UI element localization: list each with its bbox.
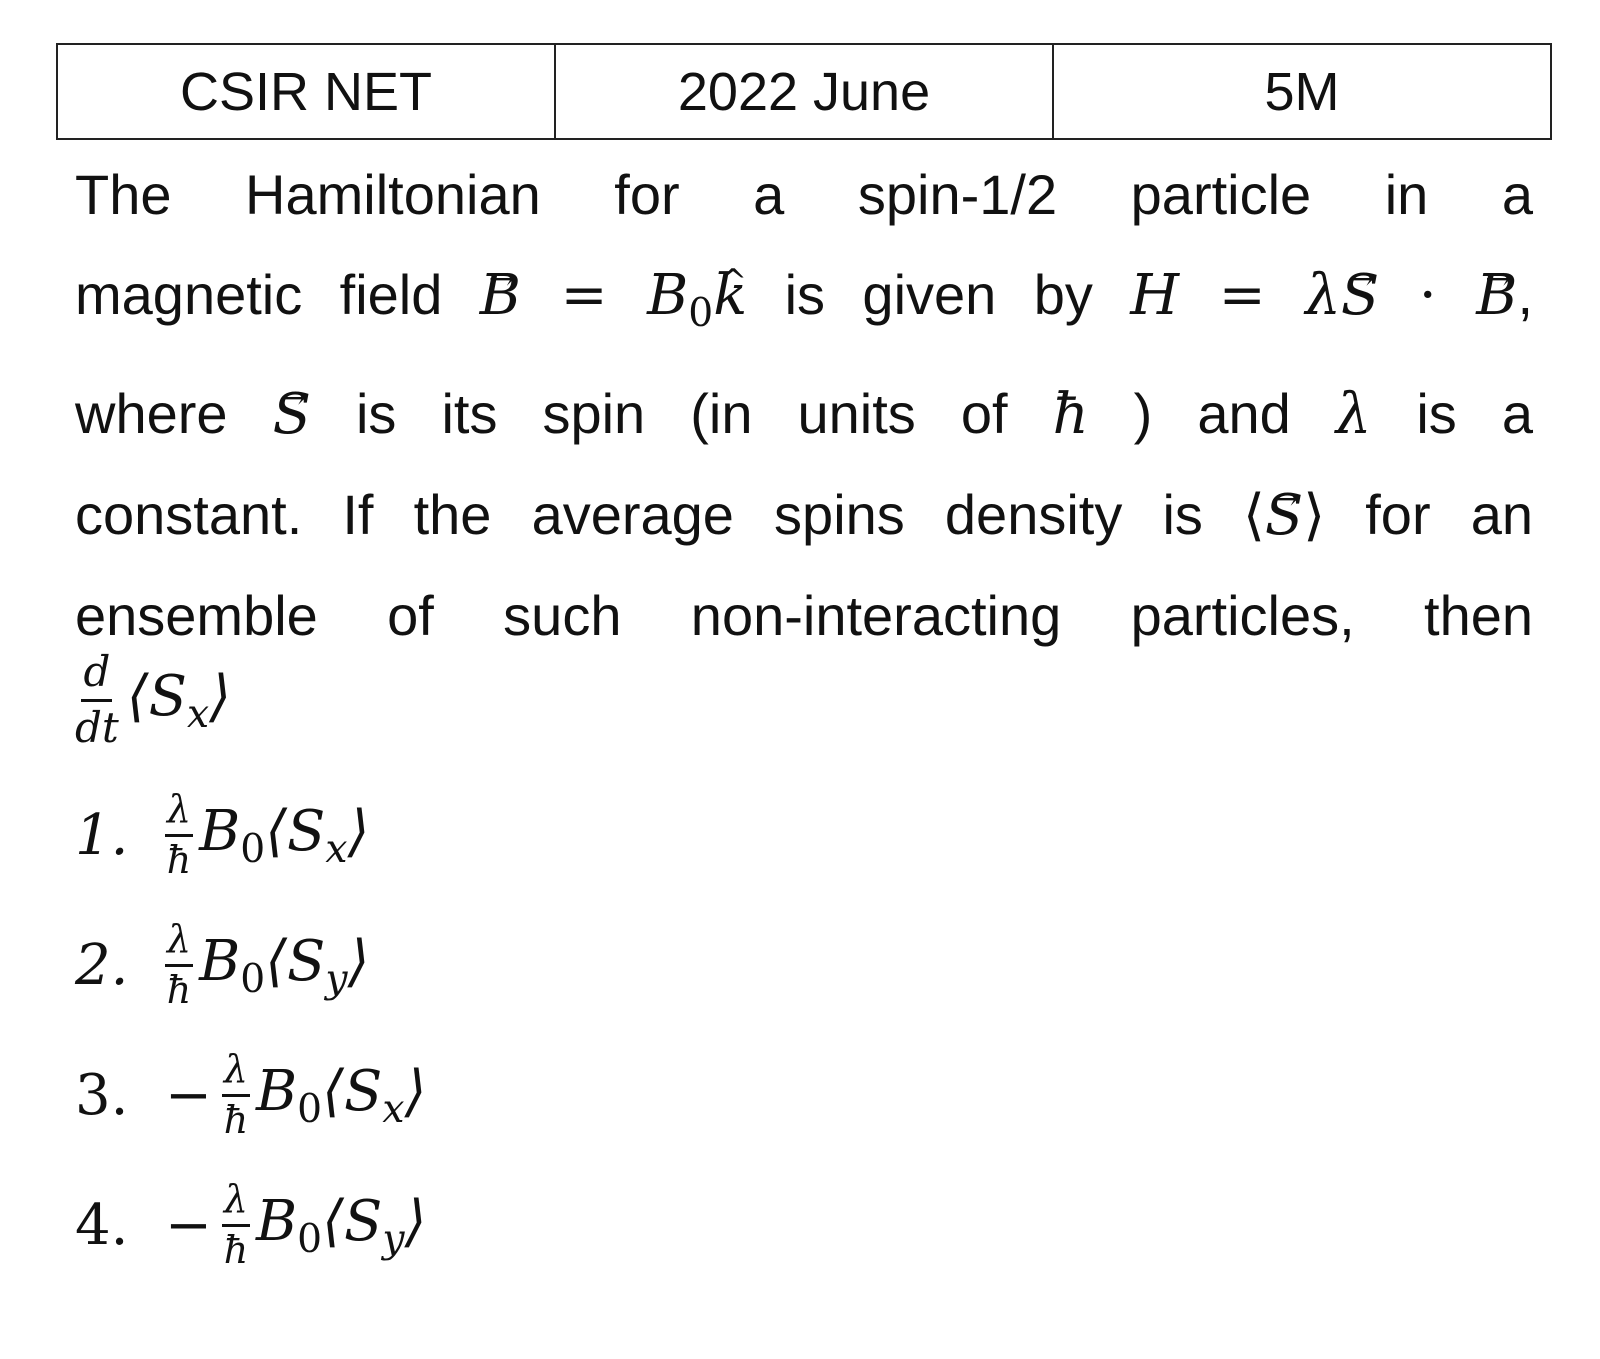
- exam-info-table: [56, 43, 1552, 140]
- lambda-symbol: λ: [1335, 381, 1372, 447]
- text-where: where: [75, 381, 228, 445]
- option-expression: $B_0⟨S_x⟩$: [199, 798, 370, 872]
- question-line-2: magnetic field → $B = B_0\^{}$ k is given by H = λ→ S · → B,: [75, 245, 1533, 364]
- d-dt-fraction: $\frac{d}{dt}$: [75, 647, 119, 752]
- question-line-4: [75, 465, 1533, 566]
- option-number: 2.: [75, 932, 129, 998]
- option-1[interactable]: [75, 770, 426, 900]
- option-expression: $B_0⟨S_y⟩$: [199, 928, 370, 1002]
- text-is-given-by: is given by: [784, 263, 1093, 326]
- b-field-equation: → $B = B_0\^{}$ k: [480, 263, 747, 328]
- question-line-3: [75, 364, 1533, 465]
- minus-sign: −: [165, 1192, 212, 1258]
- lambda-over-hbar: $\frac{\lambda}{ħ}$: [223, 1046, 249, 1142]
- text-is-its-spin: is its spin (in units of: [355, 381, 1008, 445]
- text-constant: constant. If the average spins density is: [75, 482, 1203, 546]
- text-is-a: is a: [1416, 381, 1533, 445]
- text-for-an: for an: [1365, 482, 1534, 546]
- option-expression: $B_0⟨S_x⟩$: [256, 1058, 427, 1132]
- text-magnetic-field: magnetic field: [75, 263, 443, 326]
- exam-name-cell: CSIR NET: [179, 61, 433, 122]
- hbar-symbol: ħ: [1052, 381, 1089, 447]
- spin-average: ⟨→ S⟩: [1243, 483, 1325, 548]
- option-2[interactable]: [75, 900, 426, 1030]
- option-number: 3.: [75, 1062, 129, 1128]
- option-expression: $B_0⟨S_y⟩$: [256, 1188, 427, 1262]
- hamiltonian-equation: H = λ→ S · → B: [1130, 263, 1517, 328]
- text-and: ) and: [1133, 381, 1291, 445]
- spin-vector: → S: [273, 365, 311, 465]
- lambda-over-hbar: $\frac{\lambda}{ħ}$: [223, 1176, 249, 1272]
- derivative-expression: [75, 640, 231, 760]
- lambda-over-hbar: $\frac{\lambda}{ħ}$: [166, 786, 192, 882]
- option-4[interactable]: [75, 1160, 426, 1290]
- exam-session-cell: 2022 June: [554, 45, 1052, 138]
- answer-options: [75, 770, 426, 1290]
- option-number: 4.: [75, 1192, 129, 1258]
- option-3[interactable]: [75, 1030, 426, 1160]
- question-line-1: The Hamiltonian for a spin-1/2 particle in a: [75, 163, 1533, 226]
- lambda-over-hbar: $\frac{\lambda}{ħ}$: [166, 916, 192, 1012]
- question-line-5: ensemble of such non-interacting particles, then: [75, 583, 1533, 647]
- sx-average: $⟨S_x⟩$: [126, 663, 231, 737]
- option-number: 1.: [75, 802, 129, 868]
- question-text: [75, 145, 1533, 666]
- minus-sign: −: [165, 1062, 212, 1128]
- marks-cell: 5M: [1052, 45, 1550, 138]
